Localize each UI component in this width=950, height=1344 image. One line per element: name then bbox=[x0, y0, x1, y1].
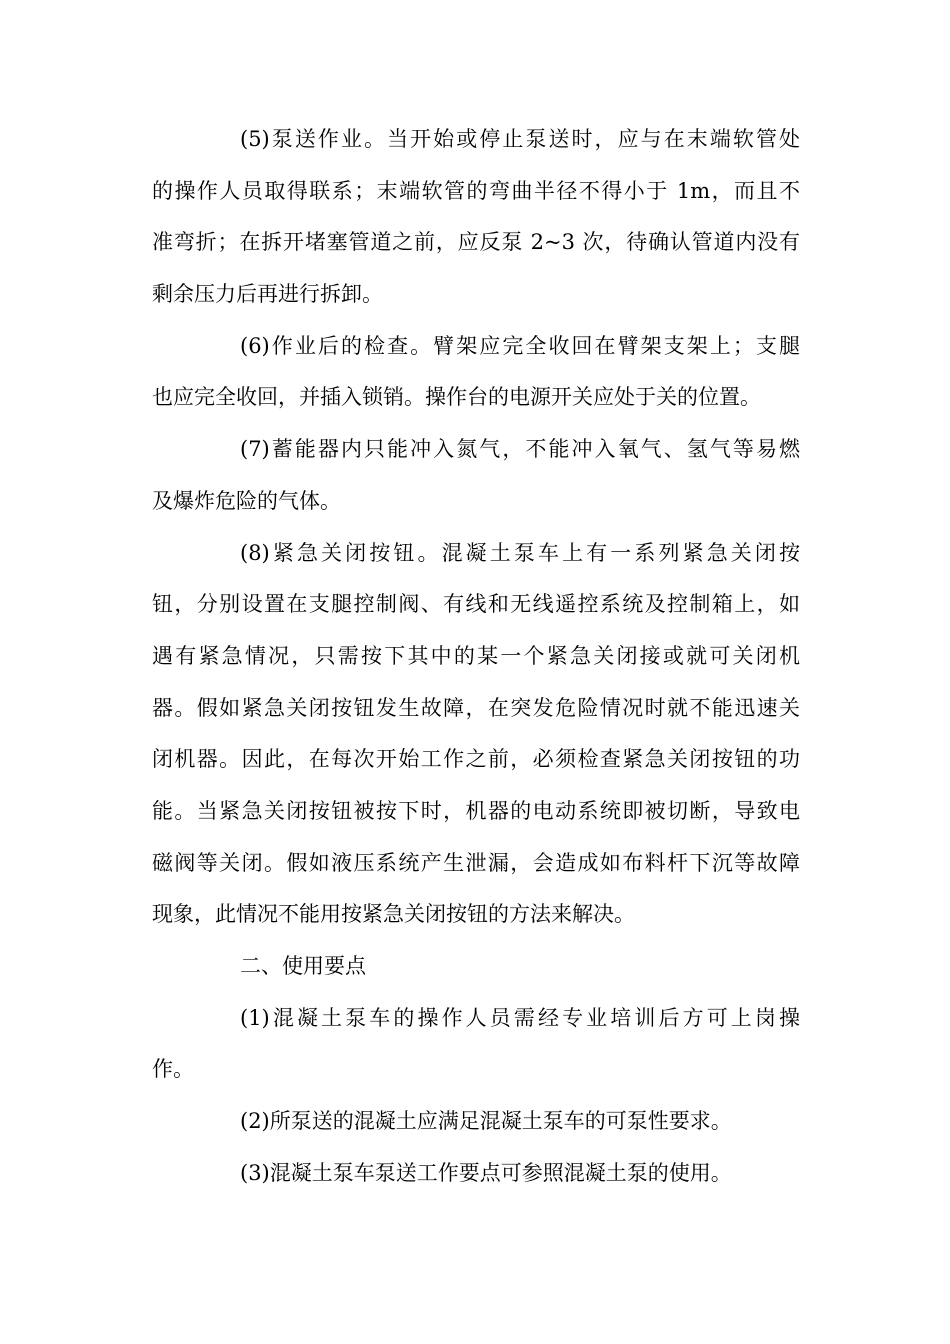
text-line: 作。 bbox=[152, 1057, 194, 1082]
text-line: (3)混凝土泵车泵送工作要点可参照混凝土泵的使用。 bbox=[240, 1160, 732, 1185]
text-line: 遇有紧急情况，只需按下其中的某一个紧急关闭接或就可关闭机 bbox=[152, 643, 800, 668]
section-heading: 二、使用要点 bbox=[240, 954, 366, 978]
text-line: 闭机器。因此，在每次开始工作之前，必须检查紧急关闭按钮的功 bbox=[152, 747, 800, 772]
text-line: 现象，此情况不能用按紧急关闭按钮的方法来解决。 bbox=[152, 902, 635, 927]
text-line: (7)蓄能器内只能冲入氮气，不能冲入氧气、氢气等易燃 bbox=[240, 437, 800, 462]
text-line: 器。假如紧急关闭按钮发生故障，在突发危险情况时就不能迅速关 bbox=[152, 695, 800, 720]
paragraph-post-operation-check bbox=[152, 321, 800, 424]
text-line: 准弯折；在拆开堵塞管道之前，应反泵 2~3 次，待确认管道内没有 bbox=[152, 230, 800, 255]
text-line: 磁阀等关闭。假如液压系统产生泄漏，会造成如布料杆下沉等故障 bbox=[152, 850, 800, 875]
text-line: 的操作人员取得联系；末端软管的弯曲半径不得小于 1m，而且不 bbox=[152, 178, 800, 203]
paragraph-emergency-stop bbox=[152, 528, 800, 942]
paragraph-accumulator bbox=[152, 424, 800, 527]
text-line: (5)泵送作业。当开始或停止泵送时，应与在末端软管处 bbox=[240, 127, 800, 151]
text-line: 钮，分别设置在支腿控制阀、有线和无线遥控系统及控制箱上，如 bbox=[152, 592, 800, 617]
text-line: (2)所泵送的混凝土应满足混凝土泵车的可泵性要求。 bbox=[240, 1109, 732, 1134]
paragraph-pumping-reference bbox=[152, 1148, 800, 1200]
text-line: (1)混凝土泵车的操作人员需经专业培训后方可上岗操 bbox=[240, 1005, 800, 1030]
text-line: 能。当紧急关闭按钮被按下时，机器的电动系统即被切断，导致电 bbox=[152, 798, 800, 823]
text-line: (6)作业后的检查。臂架应完全收回在臂架支架上；支腿 bbox=[240, 333, 800, 358]
text-line: 剩余压力后再进行拆卸。 bbox=[152, 282, 383, 307]
paragraph-pumpability bbox=[152, 1096, 800, 1148]
text-line: (8)紧急关闭按钮。混凝土泵车上有一系列紧急关闭按 bbox=[240, 540, 800, 565]
text-line: 及爆炸危险的气体。 bbox=[152, 488, 341, 513]
text-line: 也应完全收回，并插入锁销。操作台的电源开关应处于关的位置。 bbox=[152, 385, 761, 410]
paragraph-pumping-operation bbox=[152, 114, 800, 321]
document-body bbox=[152, 114, 800, 1199]
paragraph-operator-training bbox=[152, 993, 800, 1096]
section-heading-usage-points bbox=[152, 941, 800, 993]
